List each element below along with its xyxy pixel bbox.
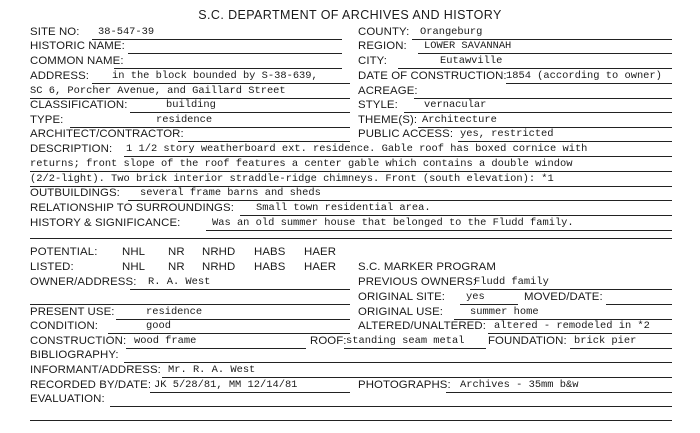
original-site-value: yes <box>466 291 485 303</box>
date-of-construction-line <box>506 83 672 84</box>
site-no-value: 38-547-39 <box>98 26 155 38</box>
region-label: REGION: <box>358 40 407 52</box>
owner-address-line <box>130 289 350 290</box>
history-label: HISTORY & SIGNIFICANCE: <box>30 217 181 229</box>
owner-address-value: R. A. West <box>148 276 211 288</box>
potential-option-nr: NR <box>168 246 185 258</box>
evaluation-line-2 <box>30 420 672 421</box>
potential-option-nrhd: NRHD <box>202 246 236 258</box>
public-access-value: yes, restricted <box>460 128 554 140</box>
marker-program-label: S.C. MARKER PROGRAM <box>358 261 496 273</box>
condition-value: good <box>146 320 171 332</box>
region-line <box>418 53 672 54</box>
previous-owners-line <box>470 289 672 290</box>
recorded-by-label: RECORDED BY/DATE: <box>30 379 152 391</box>
description-line2: returns; front slope of the roof features a center gable which contains a double window <box>30 158 573 170</box>
outbuildings-line <box>128 200 672 201</box>
description-line-1 <box>124 156 672 157</box>
previous-owners-label: PREVIOUS OWNERS: <box>358 276 477 288</box>
original-use-label: ORIGINAL USE: <box>358 306 444 318</box>
informant-label: INFORMANT/ADDRESS: <box>30 364 161 376</box>
original-site-label: ORIGINAL SITE: <box>358 291 446 303</box>
site-no-line <box>92 39 342 40</box>
type-label: TYPE: <box>30 114 64 126</box>
outbuildings-value: several frame barns and sheds <box>140 187 321 199</box>
roof-label: ROOF: <box>310 335 347 347</box>
date-of-construction-value: 1854 (according to owner) <box>506 70 662 82</box>
construction-value: wood frame <box>134 335 197 347</box>
original-use-value: summer home <box>470 306 539 318</box>
potential-option-habs: HABS <box>254 246 286 258</box>
construction-line <box>126 348 306 349</box>
region-value: LOWER SAVANNAH <box>424 40 512 52</box>
recorded-by-value: JK 5/28/81, MM 12/14/81 <box>154 379 298 391</box>
roof-line <box>344 348 486 349</box>
style-line <box>404 112 672 113</box>
photographs-line <box>446 392 672 393</box>
city-value: Eutawville <box>440 55 503 67</box>
informant-line <box>162 377 672 378</box>
listed-option-nr: NR <box>168 261 185 273</box>
site-no-label: SITE NO: <box>30 26 80 38</box>
previous-owners-value: Fludd family <box>474 276 549 288</box>
listed-option-habs: HABS <box>254 261 286 273</box>
evaluation-line <box>110 406 672 407</box>
description-line-2 <box>30 171 672 172</box>
architect-label: ARCHITECT/CONTRACTOR: <box>30 128 184 140</box>
original-site-line <box>460 304 518 305</box>
present-use-value: residence <box>146 306 203 318</box>
description-label: DESCRIPTION: <box>30 143 113 155</box>
description-line3: (2/2-light). Two brick interior straddle-ridge chimneys. Front (south elevation): *1 <box>30 173 554 185</box>
bibliography-label: BIBLIOGRAPHY: <box>30 349 119 361</box>
history-value: Was an old summer house that belonged to the Fludd family. <box>212 217 574 229</box>
historic-name-line <box>128 53 342 54</box>
city-label: CITY: <box>358 55 387 67</box>
type-value: residence <box>156 114 213 126</box>
recorded-by-line <box>150 392 350 393</box>
city-line <box>398 68 672 69</box>
style-label: STYLE: <box>358 99 398 111</box>
bibliography-line <box>124 362 672 363</box>
public-access-line <box>458 141 672 142</box>
address-line-1 <box>92 83 350 84</box>
evaluation-label: EVALUATION: <box>30 393 105 405</box>
history-line <box>206 230 672 231</box>
foundation-label: FOUNDATION: <box>488 335 567 347</box>
county-value: Orangeburg <box>420 26 483 38</box>
potential-option-haer: HAER <box>304 246 337 258</box>
roof-value: standing seam metal <box>346 335 465 347</box>
public-access-label: PUBLIC ACCESS: <box>358 128 454 140</box>
form-title: S.C. DEPARTMENT OF ARCHIVES AND HISTORY <box>198 8 502 22</box>
style-value: vernacular <box>424 99 487 111</box>
description-line1: 1 1/2 story weatherboard ext. residence. Gable roof has boxed cornice with <box>126 143 588 155</box>
foundation-value: brick pier <box>574 335 637 347</box>
relationship-label: RELATIONSHIP TO SURROUNDINGS: <box>30 202 234 214</box>
outbuildings-label: OUTBUILDINGS: <box>30 187 120 199</box>
listed-option-haer: HAER <box>304 261 337 273</box>
owner-address-line-2 <box>30 304 350 305</box>
owner-address-label: OWNER/ADDRESS: <box>30 276 137 288</box>
moved-date-label: MOVED/DATE: <box>524 291 603 303</box>
listed-label: LISTED: <box>30 261 74 273</box>
address-value-line1: in the block bounded by S-38-639, <box>112 70 318 82</box>
construction-label: CONSTRUCTION: <box>30 335 127 347</box>
relationship-value: Small town residential area. <box>256 202 431 214</box>
common-name-line <box>114 68 342 69</box>
common-name-label: COMMON NAME: <box>30 55 124 67</box>
address-label: ADDRESS: <box>30 70 90 82</box>
classification-line <box>130 112 350 113</box>
address-value-line2: SC 6, Porcher Avenue, and Gaillard Street <box>30 85 286 97</box>
date-of-construction-label: DATE OF CONSTRUCTION: <box>358 70 507 82</box>
historic-name-label: HISTORIC NAME: <box>30 40 125 52</box>
description-line-3 <box>30 186 672 187</box>
architect-line <box>178 141 350 142</box>
themes-value: Architecture <box>422 114 497 126</box>
altered-line <box>488 333 672 334</box>
themes-label: THEME(S): <box>358 114 418 126</box>
photographs-label: PHOTOGRAPHS: <box>358 379 451 391</box>
condition-line <box>108 333 350 334</box>
moved-date-line <box>606 304 672 305</box>
potential-label: POTENTIAL: <box>30 246 98 258</box>
county-label: COUNTY: <box>358 26 410 38</box>
condition-label: CONDITION: <box>30 320 99 332</box>
classification-label: CLASSIFICATION: <box>30 99 128 111</box>
listed-option-nhl: NHL <box>122 261 146 273</box>
altered-label: ALTERED/UNALTERED: <box>358 320 486 332</box>
history-line-blank <box>30 238 672 239</box>
foundation-line <box>570 348 672 349</box>
altered-value: altered - remodeled in *2 <box>494 320 650 332</box>
listed-option-nrhd: NRHD <box>202 261 236 273</box>
photographs-value: Archives - 35mm b&w <box>460 379 579 391</box>
present-use-label: PRESENT USE: <box>30 306 115 318</box>
acreage-label: ACREAGE: <box>358 85 418 97</box>
classification-value: building <box>166 99 216 111</box>
informant-value: Mr. R. A. West <box>168 364 256 376</box>
relationship-line <box>240 215 672 216</box>
potential-option-nhl: NHL <box>122 246 146 258</box>
